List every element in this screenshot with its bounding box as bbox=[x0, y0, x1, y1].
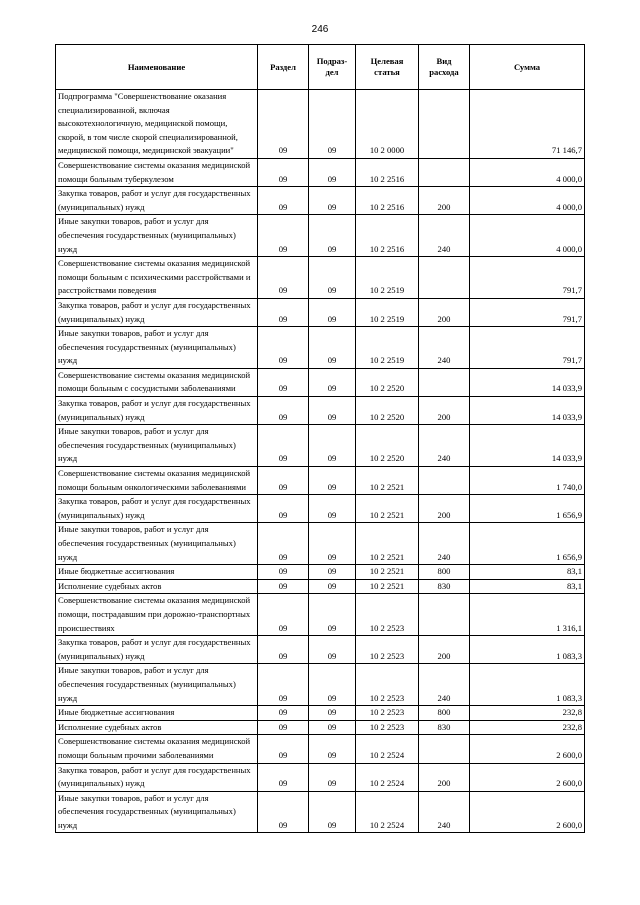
cell-section: 09 bbox=[258, 720, 309, 735]
table-row bbox=[56, 791, 585, 833]
cell-sum: 791,7 bbox=[470, 257, 585, 299]
table-header bbox=[56, 45, 585, 90]
cell-type bbox=[419, 735, 470, 763]
cell-type: 200 bbox=[419, 763, 470, 791]
cell-name: Совершенствование системы оказания медицинской помощи больным прочими заболеваниями bbox=[56, 735, 258, 763]
cell-target: 10 2 2520 bbox=[356, 368, 419, 396]
cell-subsection: 09 bbox=[309, 158, 356, 186]
cell-name: Закупка товаров, работ и услуг для государственных (муниципальных) нужд bbox=[56, 763, 258, 791]
table-row bbox=[56, 257, 585, 299]
table-row bbox=[56, 579, 585, 594]
cell-target: 10 2 2523 bbox=[356, 720, 419, 735]
table-row bbox=[56, 397, 585, 425]
cell-name: Иные бюджетные ассигнования bbox=[56, 706, 258, 721]
cell-section: 09 bbox=[258, 327, 309, 369]
cell-subsection: 09 bbox=[309, 735, 356, 763]
cell-target: 10 2 2521 bbox=[356, 523, 419, 565]
cell-sum: 791,7 bbox=[470, 298, 585, 326]
cell-target: 10 2 2520 bbox=[356, 425, 419, 467]
header-section: Раздел bbox=[258, 45, 309, 90]
cell-type bbox=[419, 467, 470, 495]
cell-type: 200 bbox=[419, 495, 470, 523]
cell-name: Совершенствование системы оказания медицинской помощи, пострадавшим при дорожно-транспортных происшествиях bbox=[56, 594, 258, 636]
header-name: Наименование bbox=[56, 45, 258, 90]
cell-section: 09 bbox=[258, 664, 309, 706]
cell-sum: 791,7 bbox=[470, 327, 585, 369]
cell-section: 09 bbox=[258, 791, 309, 833]
cell-type bbox=[419, 158, 470, 186]
cell-sum: 1 083,3 bbox=[470, 636, 585, 664]
table-row bbox=[56, 158, 585, 186]
cell-sum: 14 033,9 bbox=[470, 368, 585, 396]
cell-subsection: 09 bbox=[309, 298, 356, 326]
table-row bbox=[56, 215, 585, 257]
cell-target: 10 2 2524 bbox=[356, 735, 419, 763]
cell-name: Подпрограмма "Совершенствование оказания специализированной, включая высокотехнологичную, медицинской помощи, скорой, в том числе скорой специализированной, медицинской помощи, медицинской эвакуации" bbox=[56, 90, 258, 159]
cell-section: 09 bbox=[258, 397, 309, 425]
cell-type: 200 bbox=[419, 187, 470, 215]
cell-sum: 4 000,0 bbox=[470, 215, 585, 257]
cell-type: 800 bbox=[419, 706, 470, 721]
header-type: Вид расхода bbox=[419, 45, 470, 90]
cell-target: 10 2 2521 bbox=[356, 467, 419, 495]
cell-name: Закупка товаров, работ и услуг для государственных (муниципальных) нужд bbox=[56, 298, 258, 326]
cell-target: 10 2 2523 bbox=[356, 706, 419, 721]
cell-name: Совершенствование системы оказания медицинской помощи больным онкологическими заболеваниями bbox=[56, 467, 258, 495]
cell-type: 800 bbox=[419, 565, 470, 580]
cell-name: Иные закупки товаров, работ и услуг для обеспечения государственных (муниципальных) нужд bbox=[56, 215, 258, 257]
cell-target: 10 2 2521 bbox=[356, 579, 419, 594]
cell-name: Совершенствование системы оказания медицинской помощи больным с сосудистыми заболеваниями bbox=[56, 368, 258, 396]
cell-section: 09 bbox=[258, 735, 309, 763]
cell-subsection: 09 bbox=[309, 636, 356, 664]
cell-type: 240 bbox=[419, 664, 470, 706]
cell-sum: 4 000,0 bbox=[470, 158, 585, 186]
cell-name: Закупка товаров, работ и услуг для государственных (муниципальных) нужд bbox=[56, 397, 258, 425]
cell-type: 200 bbox=[419, 636, 470, 664]
header-sum: Сумма bbox=[470, 45, 585, 90]
table-row bbox=[56, 565, 585, 580]
cell-sum: 4 000,0 bbox=[470, 187, 585, 215]
cell-name: Иные закупки товаров, работ и услуг для обеспечения государственных (муниципальных) нужд bbox=[56, 523, 258, 565]
cell-section: 09 bbox=[258, 763, 309, 791]
cell-type bbox=[419, 90, 470, 159]
cell-sum: 1 656,9 bbox=[470, 495, 585, 523]
cell-section: 09 bbox=[258, 158, 309, 186]
cell-subsection: 09 bbox=[309, 90, 356, 159]
cell-subsection: 09 bbox=[309, 187, 356, 215]
cell-subsection: 09 bbox=[309, 495, 356, 523]
page-number: 246 bbox=[311, 24, 329, 35]
cell-section: 09 bbox=[258, 636, 309, 664]
table-row bbox=[56, 636, 585, 664]
cell-subsection: 09 bbox=[309, 327, 356, 369]
header-target: Целевая статья bbox=[356, 45, 419, 90]
cell-name: Иные закупки товаров, работ и услуг для обеспечения государственных (муниципальных) нужд bbox=[56, 791, 258, 833]
cell-subsection: 09 bbox=[309, 397, 356, 425]
cell-sum: 14 033,9 bbox=[470, 397, 585, 425]
cell-sum: 71 146,7 bbox=[470, 90, 585, 159]
cell-type: 240 bbox=[419, 791, 470, 833]
table-row bbox=[56, 368, 585, 396]
cell-section: 09 bbox=[258, 579, 309, 594]
cell-section: 09 bbox=[258, 368, 309, 396]
cell-subsection: 09 bbox=[309, 594, 356, 636]
cell-subsection: 09 bbox=[309, 791, 356, 833]
table-row bbox=[56, 763, 585, 791]
cell-section: 09 bbox=[258, 257, 309, 299]
cell-target: 10 2 2519 bbox=[356, 327, 419, 369]
cell-sum: 83,1 bbox=[470, 565, 585, 580]
cell-sum: 2 600,0 bbox=[470, 763, 585, 791]
cell-type: 200 bbox=[419, 397, 470, 425]
cell-target: 10 2 2516 bbox=[356, 158, 419, 186]
cell-target: 10 2 2523 bbox=[356, 636, 419, 664]
cell-name: Иные закупки товаров, работ и услуг для обеспечения государственных (муниципальных) нужд bbox=[56, 327, 258, 369]
cell-type: 240 bbox=[419, 523, 470, 565]
cell-section: 09 bbox=[258, 425, 309, 467]
cell-target: 10 2 2523 bbox=[356, 594, 419, 636]
cell-type: 830 bbox=[419, 579, 470, 594]
table-row bbox=[56, 187, 585, 215]
cell-type bbox=[419, 368, 470, 396]
cell-target: 10 2 2524 bbox=[356, 763, 419, 791]
cell-type: 200 bbox=[419, 298, 470, 326]
cell-target: 10 2 2516 bbox=[356, 215, 419, 257]
table-row bbox=[56, 327, 585, 369]
table-row bbox=[56, 523, 585, 565]
cell-name: Закупка товаров, работ и услуг для государственных (муниципальных) нужд bbox=[56, 636, 258, 664]
cell-type: 240 bbox=[419, 215, 470, 257]
cell-sum: 1 656,9 bbox=[470, 523, 585, 565]
table-row bbox=[56, 706, 585, 721]
table-row bbox=[56, 735, 585, 763]
table-body bbox=[56, 90, 585, 833]
cell-section: 09 bbox=[258, 495, 309, 523]
table-row bbox=[56, 90, 585, 159]
cell-section: 09 bbox=[258, 706, 309, 721]
table-row bbox=[56, 594, 585, 636]
cell-subsection: 09 bbox=[309, 664, 356, 706]
cell-sum: 83,1 bbox=[470, 579, 585, 594]
cell-type bbox=[419, 257, 470, 299]
cell-target: 10 2 2521 bbox=[356, 565, 419, 580]
cell-section: 09 bbox=[258, 467, 309, 495]
cell-subsection: 09 bbox=[309, 720, 356, 735]
cell-name: Закупка товаров, работ и услуг для государственных (муниципальных) нужд bbox=[56, 187, 258, 215]
cell-subsection: 09 bbox=[309, 565, 356, 580]
cell-type bbox=[419, 594, 470, 636]
cell-name: Иные бюджетные ассигнования bbox=[56, 565, 258, 580]
cell-sum: 1 316,1 bbox=[470, 594, 585, 636]
cell-section: 09 bbox=[258, 298, 309, 326]
cell-sum: 1 740,0 bbox=[470, 467, 585, 495]
cell-name: Исполнение судебных актов bbox=[56, 579, 258, 594]
budget-table bbox=[55, 44, 585, 833]
cell-subsection: 09 bbox=[309, 257, 356, 299]
cell-name: Иные закупки товаров, работ и услуг для обеспечения государственных (муниципальных) нужд bbox=[56, 664, 258, 706]
cell-sum: 232,8 bbox=[470, 720, 585, 735]
cell-target: 10 2 2516 bbox=[356, 187, 419, 215]
table-row bbox=[56, 664, 585, 706]
cell-subsection: 09 bbox=[309, 579, 356, 594]
cell-type: 240 bbox=[419, 327, 470, 369]
cell-subsection: 09 bbox=[309, 763, 356, 791]
cell-sum: 2 600,0 bbox=[470, 791, 585, 833]
cell-type: 830 bbox=[419, 720, 470, 735]
cell-subsection: 09 bbox=[309, 215, 356, 257]
cell-section: 09 bbox=[258, 565, 309, 580]
cell-target: 10 2 0000 bbox=[356, 90, 419, 159]
cell-name: Закупка товаров, работ и услуг для государственных (муниципальных) нужд bbox=[56, 495, 258, 523]
table-row bbox=[56, 467, 585, 495]
cell-subsection: 09 bbox=[309, 425, 356, 467]
cell-target: 10 2 2519 bbox=[356, 257, 419, 299]
table-row bbox=[56, 495, 585, 523]
cell-name: Иные закупки товаров, работ и услуг для обеспечения государственных (муниципальных) нужд bbox=[56, 425, 258, 467]
cell-target: 10 2 2521 bbox=[356, 495, 419, 523]
cell-target: 10 2 2524 bbox=[356, 791, 419, 833]
cell-target: 10 2 2519 bbox=[356, 298, 419, 326]
cell-subsection: 09 bbox=[309, 368, 356, 396]
cell-subsection: 09 bbox=[309, 523, 356, 565]
cell-section: 09 bbox=[258, 215, 309, 257]
cell-type: 240 bbox=[419, 425, 470, 467]
cell-subsection: 09 bbox=[309, 467, 356, 495]
cell-section: 09 bbox=[258, 523, 309, 565]
cell-section: 09 bbox=[258, 187, 309, 215]
header-subsection: Подраз- дел bbox=[309, 45, 356, 90]
cell-section: 09 bbox=[258, 594, 309, 636]
cell-sum: 1 083,3 bbox=[470, 664, 585, 706]
cell-sum: 2 600,0 bbox=[470, 735, 585, 763]
table-row bbox=[56, 298, 585, 326]
cell-sum: 232,8 bbox=[470, 706, 585, 721]
cell-name: Совершенствование системы оказания медицинской помощи больным туберкулезом bbox=[56, 158, 258, 186]
header-row bbox=[56, 45, 585, 90]
cell-subsection: 09 bbox=[309, 706, 356, 721]
cell-name: Исполнение судебных актов bbox=[56, 720, 258, 735]
cell-sum: 14 033,9 bbox=[470, 425, 585, 467]
cell-section: 09 bbox=[258, 90, 309, 159]
table-row bbox=[56, 425, 585, 467]
cell-target: 10 2 2523 bbox=[356, 664, 419, 706]
cell-name: Совершенствование системы оказания медицинской помощи больным с психическими расстройствами и расстройствами поведения bbox=[56, 257, 258, 299]
table-row bbox=[56, 720, 585, 735]
cell-target: 10 2 2520 bbox=[356, 397, 419, 425]
